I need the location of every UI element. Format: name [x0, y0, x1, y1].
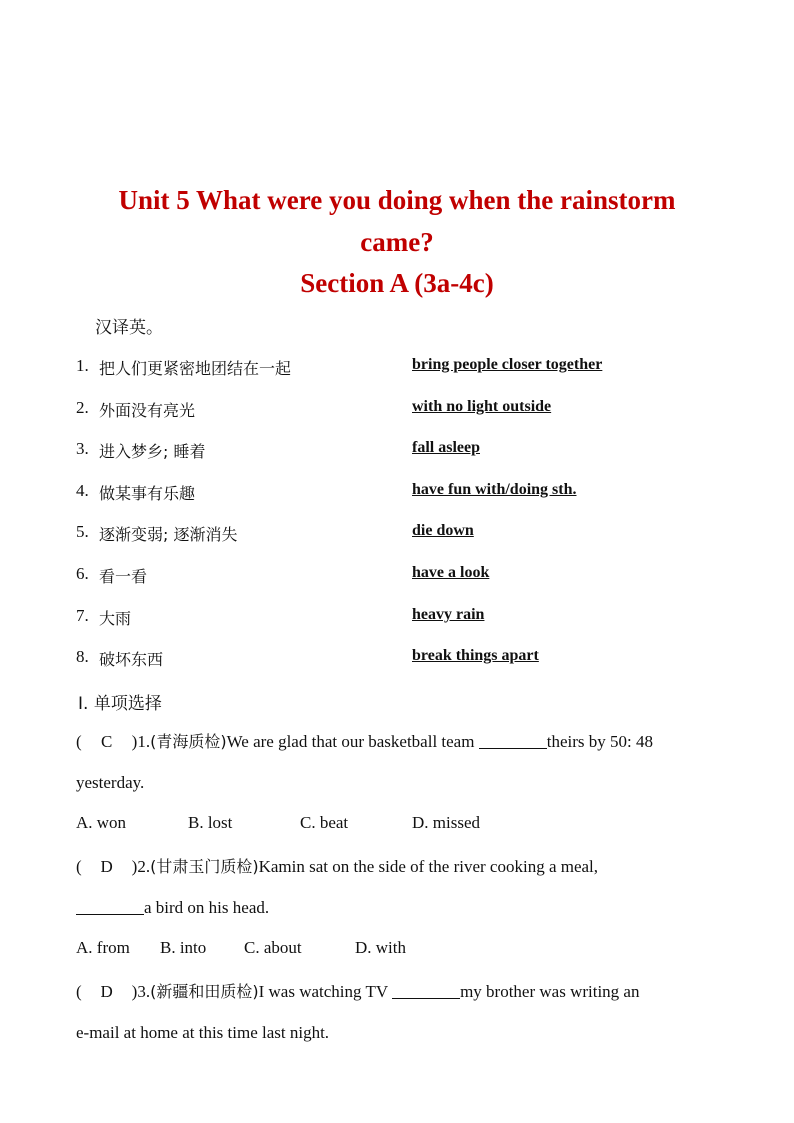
vocab-number: 8. [76, 647, 89, 666]
question-text: Kamin sat on the side of the river cooking a meal, [258, 857, 599, 876]
option: D. with [355, 938, 406, 957]
vocab-chinese: 做某事有乐趣 [99, 484, 196, 503]
vocab-row [76, 564, 736, 588]
question-text-after: theirs by 50: 48 [546, 732, 653, 751]
vocab-number: 3. [76, 439, 89, 458]
question-source: (新疆和田质检) [150, 982, 259, 1001]
section-title: Section A (3a-4c) [300, 268, 494, 298]
question-number: )2. [131, 857, 151, 876]
vocab-number: 1. [76, 356, 89, 375]
answer-letter: C [101, 732, 113, 751]
question-1-options [76, 813, 480, 833]
option: D. missed [412, 813, 480, 832]
question-1 [76, 730, 718, 754]
answer-letter: D [100, 857, 113, 876]
question-text: I was watching TV [258, 982, 393, 1001]
vocab-row [76, 398, 736, 422]
question-text: We are glad that our basketball team [226, 732, 479, 751]
option: B. into [160, 938, 207, 957]
option: B. lost [188, 813, 233, 832]
vocab-english: break things apart [412, 647, 539, 664]
answer-blank [392, 981, 460, 999]
question-3 [76, 980, 718, 1004]
vocab-number: 5. [76, 522, 89, 541]
vocab-number: 7. [76, 606, 89, 625]
answer-blank [76, 897, 144, 915]
question-source: (甘肃玉门质检) [150, 857, 259, 876]
question-3-continued: e-mail at home at this time last night. [76, 1023, 330, 1042]
vocab-english: bring people closer together [412, 356, 603, 373]
question-2-continued [76, 896, 718, 920]
unit-title: Unit 5 What were you doing when the rainstorm [118, 185, 676, 215]
question-source: (青海质检) [150, 732, 227, 751]
vocab-number: 4. [76, 481, 89, 500]
vocab-english: have a look [412, 564, 490, 581]
unit-title-continued: came? [360, 227, 434, 257]
vocab-chinese: 进入梦乡; 睡着 [99, 442, 206, 461]
question-number: )1. [131, 732, 151, 751]
vocab-english: with no light outside [412, 398, 552, 415]
vocab-row [76, 439, 736, 463]
vocab-row [76, 522, 736, 546]
vocab-english: die down [412, 522, 474, 539]
vocab-english: have fun with/doing sth. [412, 481, 577, 498]
vocab-number: 2. [76, 398, 89, 417]
question-1-continued: yesterday. [76, 773, 145, 792]
vocab-chinese: 看一看 [99, 567, 148, 586]
question-number: )3. [131, 982, 151, 1001]
vocab-chinese: 外面没有亮光 [99, 401, 196, 420]
option: C. beat [300, 813, 349, 832]
vocab-english: heavy rain [412, 606, 485, 623]
answer-paren-open: ( [76, 732, 82, 751]
question-text-after: my brother was writing an [460, 982, 640, 1001]
vocab-chinese: 逐渐变弱; 逐渐消失 [99, 525, 238, 544]
vocab-chinese: 大雨 [99, 609, 132, 628]
option: C. about [244, 938, 302, 957]
section-heading-multiple-choice: Ⅰ. 单项选择 [78, 694, 162, 714]
answer-paren-open: ( [76, 982, 82, 1001]
answer-letter: D [100, 982, 113, 1001]
vocab-number: 6. [76, 564, 89, 583]
vocab-english: fall asleep [412, 439, 480, 456]
vocab-row [76, 647, 736, 671]
question-2-options [76, 938, 406, 958]
vocab-chinese: 把人们更紧密地团结在一起 [99, 359, 292, 378]
answer-blank [479, 731, 547, 749]
question-2 [76, 855, 718, 879]
option: A. won [76, 813, 127, 832]
vocab-row [76, 481, 736, 505]
vocab-row [76, 606, 736, 630]
vocab-row [76, 356, 736, 380]
question-text-after: a bird on his head. [144, 898, 270, 917]
answer-paren-open: ( [76, 857, 82, 876]
instruction-translate: 汉译英。 [95, 318, 163, 338]
vocab-chinese: 破坏东西 [99, 650, 164, 669]
option: A. from [76, 938, 130, 957]
